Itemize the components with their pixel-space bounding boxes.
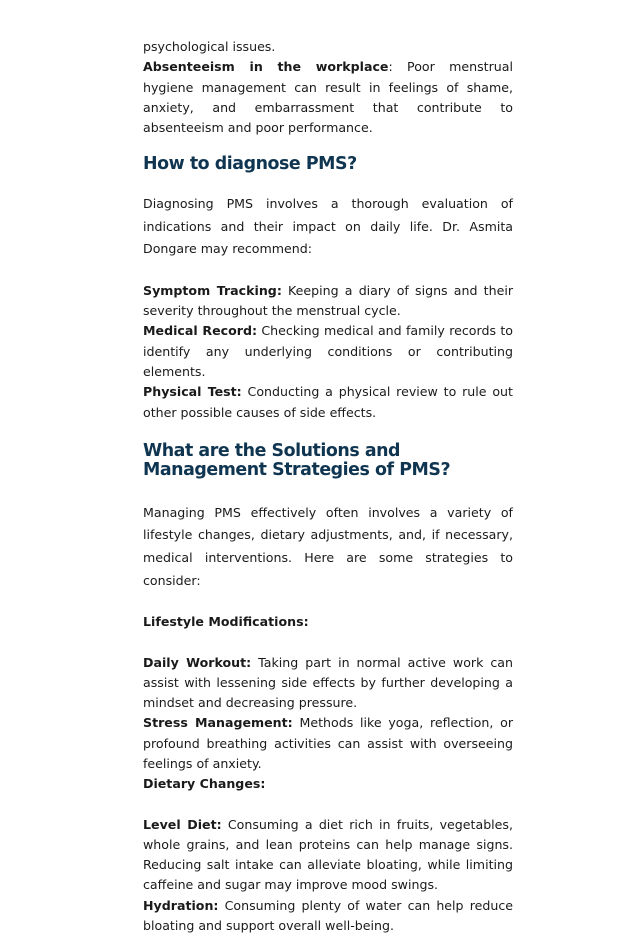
diagnose-item-term: Medical Record: <box>143 323 258 339</box>
diagnose-item-term: Symptom Tracking: <box>143 282 282 298</box>
lifestyle-item-term: Daily Workout: <box>143 654 252 670</box>
intro-continuation-text: psychological issues. <box>143 39 276 54</box>
diagnose-item-text: Checking medical and family records to identify any underlying conditions or contributing elements. <box>143 323 513 379</box>
absenteeism-paragraph <box>143 57 513 138</box>
absenteeism-term: Absenteeism in the workplace <box>143 59 389 75</box>
heading-diagnose: How to diagnose PMS? <box>143 154 357 175</box>
diagnose-intro: Diagnosing PMS involves a thorough evaluation of indications and their impact on daily life. Dr. Asmita Dongare may recommend: <box>143 195 513 257</box>
lifestyle-label: Lifestyle Modifications: <box>143 614 309 630</box>
lifestyle-item-term: Stress Management: <box>143 715 293 731</box>
diagnose-item-term: Physical Test: <box>143 384 242 400</box>
dietary-label: Dietary Changes: <box>143 776 266 792</box>
dietary-item-term: Hydration: <box>143 897 219 913</box>
diagnose-item-physical-test <box>143 382 513 423</box>
solutions-intro: Managing PMS effectively often involves a variety of lifestyle changes, dietary adjustments, and, if necessary, medical interventions. Here are some strategies to consider: <box>143 504 513 588</box>
heading-solutions-line1: What are the Solutions and <box>143 440 401 461</box>
dietary-item-text: Consuming plenty of water can help reduce bloating and support overall well-being. <box>143 897 513 934</box>
dietary-item-level-diet <box>143 815 513 896</box>
diagnose-item-symptom-tracking <box>143 281 513 322</box>
lifestyle-item-stress-management <box>143 713 513 774</box>
lifestyle-item-text: Methods like yoga, reflection, or profound breathing activities can assist with overseeing feelings of anxiety. <box>143 715 513 771</box>
diagnose-item-text: Conducting a physical review to rule out other possible causes of side effects. <box>143 384 513 420</box>
dietary-item-hydration <box>143 896 513 936</box>
lifestyle-item-daily-workout <box>143 653 513 714</box>
diagnose-item-medical-record <box>143 321 513 382</box>
absenteeism-text: : Poor menstrual hygiene management can result in feelings of shame, anxiety, and embarrassment that contribute to absenteeism and poor performance. <box>143 59 513 136</box>
lifestyle-item-text: Taking part in normal active work can assist with lessening side effects by further developing a mindset and decreasing pressure. <box>143 654 513 711</box>
heading-solutions-line2: Management Strategies of PMS? <box>143 460 451 481</box>
diagnose-item-text: Keeping a diary of signs and their severity throughout the menstrual cycle. <box>143 282 513 319</box>
dietary-item-term: Level Diet: <box>143 816 222 832</box>
intro-continuation <box>143 37 513 57</box>
dietary-item-text: Consuming a diet rich in fruits, vegetables, whole grains, and lean proteins can help manage signs. Reducing salt intake can alleviate bloating, while limiting caffeine and sugar may improve mood swings. <box>143 816 513 893</box>
heading-solutions <box>143 442 513 481</box>
